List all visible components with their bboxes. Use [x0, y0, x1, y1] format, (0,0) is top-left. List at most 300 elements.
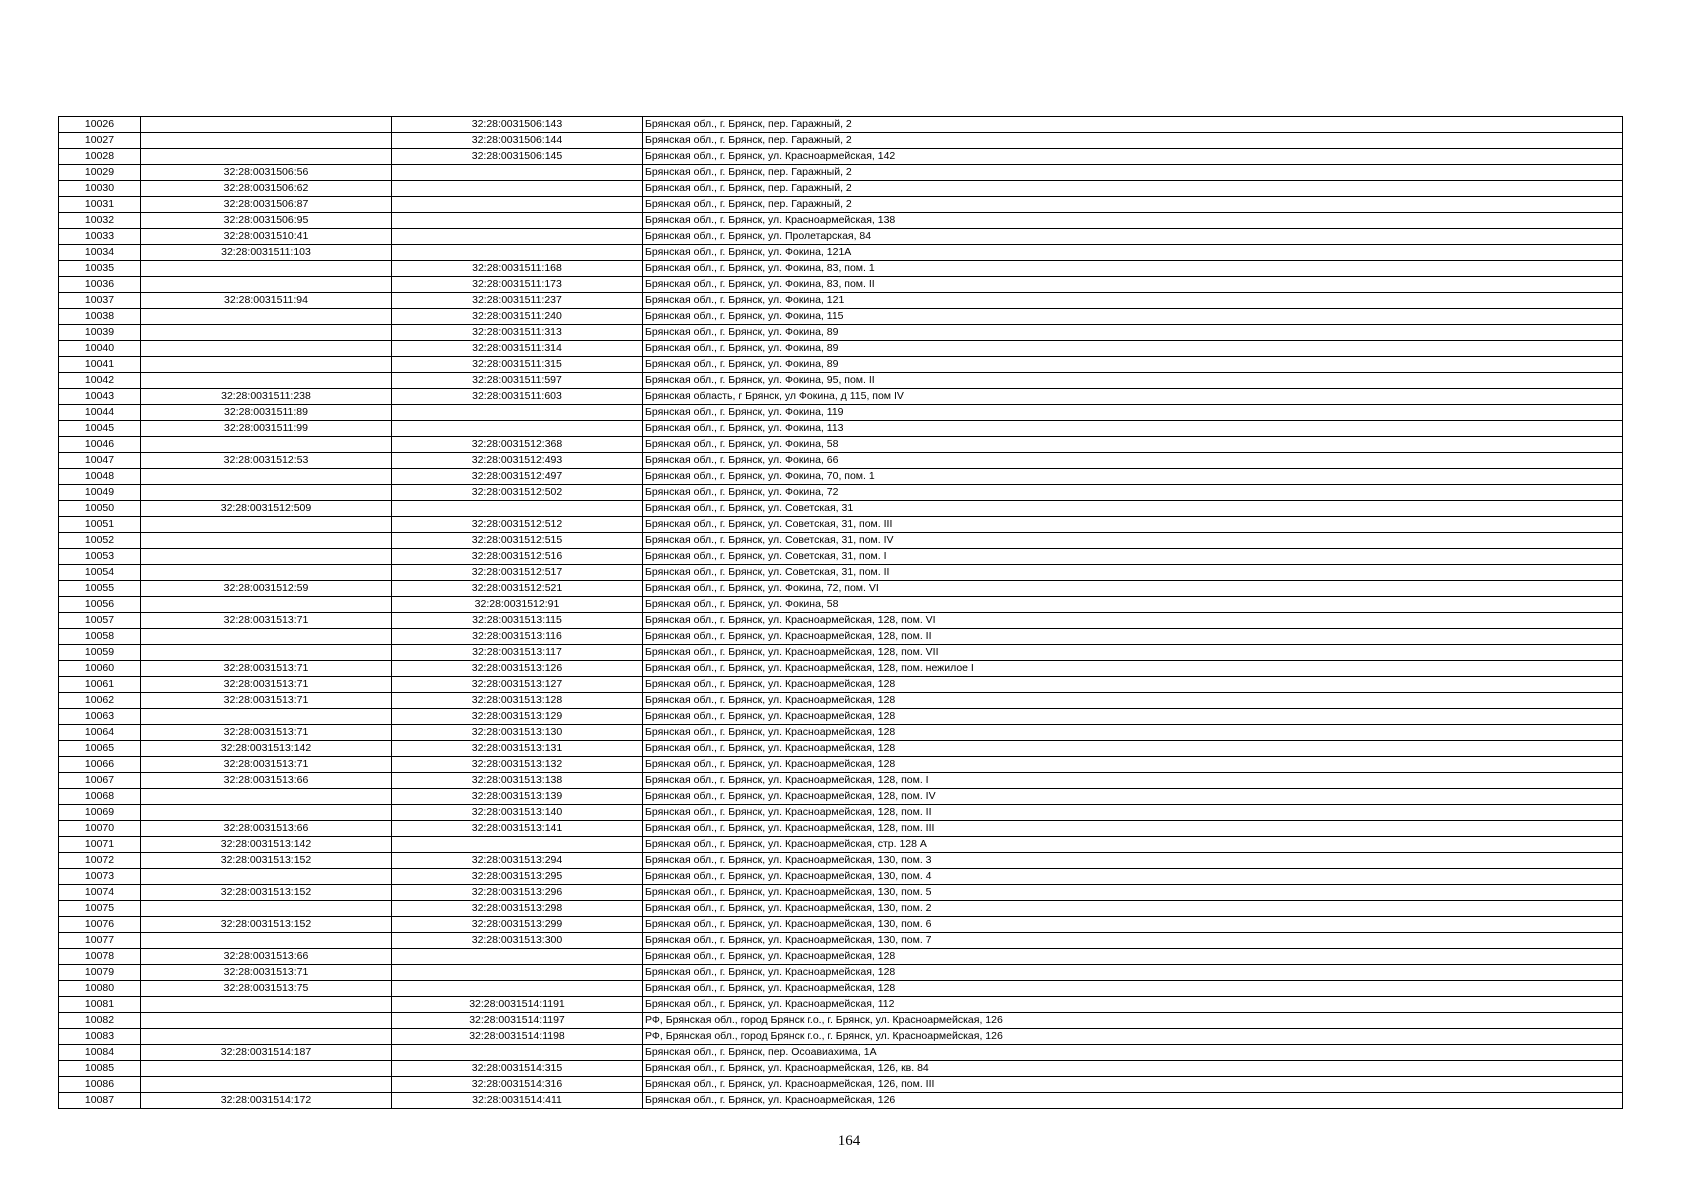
address-cell: Брянская обл., г. Брянск, ул. Красноармейская, 128, пом. II — [643, 805, 1623, 821]
address-cell: Брянская обл., г. Брянск, ул. Фокина, 83, пом. II — [643, 277, 1623, 293]
object-cadastral-cell — [392, 197, 643, 213]
table-row — [59, 421, 1623, 437]
address-cell: Брянская обл., г. Брянск, ул. Фокина, 58 — [643, 597, 1623, 613]
object-cadastral-cell: 32:28:0031511:237 — [392, 293, 643, 309]
address-cell: Брянская обл., г. Брянск, ул. Красноармейская, 128, пом. нежилое I — [643, 661, 1623, 677]
object-cadastral-cell: 32:28:0031513:132 — [392, 757, 643, 773]
object-cadastral-cell — [392, 405, 643, 421]
table-row — [59, 981, 1623, 997]
table-row — [59, 597, 1623, 613]
object-cadastral-cell: 32:28:0031513:139 — [392, 789, 643, 805]
registry-table — [58, 116, 1623, 1109]
table-row — [59, 213, 1623, 229]
address-cell: Брянская обл., г. Брянск, ул. Красноармейская, 128, пом. VI — [643, 613, 1623, 629]
address-cell: Брянская обл., г. Брянск, ул. Фокина, 72 — [643, 485, 1623, 501]
object-cadastral-cell: 32:28:0031514:1191 — [392, 997, 643, 1013]
parcel-cadastral-cell: 32:28:0031513:152 — [141, 885, 392, 901]
parcel-cadastral-cell: 32:28:0031513:71 — [141, 677, 392, 693]
address-cell: Брянская обл., г. Брянск, ул. Красноармейская, 128, пом. IV — [643, 789, 1623, 805]
object-cadastral-cell: 32:28:0031511:314 — [392, 341, 643, 357]
row-number-cell: 10063 — [59, 709, 141, 725]
parcel-cadastral-cell — [141, 933, 392, 949]
table-row — [59, 357, 1623, 373]
object-cadastral-cell: 32:28:0031512:517 — [392, 565, 643, 581]
address-cell: Брянская обл., г. Брянск, ул. Советская, 31, пом. I — [643, 549, 1623, 565]
table-row — [59, 725, 1623, 741]
address-cell: Брянская обл., г. Брянск, ул. Пролетарская, 84 — [643, 229, 1623, 245]
object-cadastral-cell: 32:28:0031514:1198 — [392, 1029, 643, 1045]
parcel-cadastral-cell: 32:28:0031510:41 — [141, 229, 392, 245]
object-cadastral-cell — [392, 1045, 643, 1061]
table-row — [59, 1013, 1623, 1029]
row-number-cell: 10064 — [59, 725, 141, 741]
address-cell: РФ, Брянская обл., город Брянск г.о., г. Брянск, ул. Красноармейская, 126 — [643, 1013, 1623, 1029]
object-cadastral-cell — [392, 421, 643, 437]
parcel-cadastral-cell: 32:28:0031513:71 — [141, 965, 392, 981]
address-cell: Брянская обл., г. Брянск, пер. Осоавиахима, 1А — [643, 1045, 1623, 1061]
parcel-cadastral-cell — [141, 805, 392, 821]
row-number-cell: 10056 — [59, 597, 141, 613]
address-cell: Брянская обл., г. Брянск, пер. Гаражный, 2 — [643, 117, 1623, 133]
object-cadastral-cell: 32:28:0031513:294 — [392, 853, 643, 869]
object-cadastral-cell — [392, 965, 643, 981]
parcel-cadastral-cell — [141, 357, 392, 373]
row-number-cell: 10050 — [59, 501, 141, 517]
row-number-cell: 10066 — [59, 757, 141, 773]
table-row — [59, 821, 1623, 837]
parcel-cadastral-cell — [141, 629, 392, 645]
row-number-cell: 10080 — [59, 981, 141, 997]
address-cell: Брянская обл., г. Брянск, ул. Фокина, 89 — [643, 325, 1623, 341]
address-cell: Брянская обл., г. Брянск, ул. Фокина, 95, пом. II — [643, 373, 1623, 389]
row-number-cell: 10060 — [59, 661, 141, 677]
row-number-cell: 10076 — [59, 917, 141, 933]
parcel-cadastral-cell: 32:28:0031513:75 — [141, 981, 392, 997]
parcel-cadastral-cell — [141, 437, 392, 453]
object-cadastral-cell: 32:28:0031511:168 — [392, 261, 643, 277]
table-row — [59, 245, 1623, 261]
row-number-cell: 10067 — [59, 773, 141, 789]
address-cell: РФ, Брянская обл., город Брянск г.о., г. Брянск, ул. Красноармейская, 126 — [643, 1029, 1623, 1045]
address-cell: Брянская обл., г. Брянск, ул. Красноармейская, 128 — [643, 693, 1623, 709]
parcel-cadastral-cell: 32:28:0031513:71 — [141, 693, 392, 709]
row-number-cell: 10043 — [59, 389, 141, 405]
parcel-cadastral-cell: 32:28:0031513:71 — [141, 725, 392, 741]
table-row — [59, 501, 1623, 517]
object-cadastral-cell: 32:28:0031511:240 — [392, 309, 643, 325]
address-cell: Брянская обл., г. Брянск, ул. Красноармейская, 126, пом. III — [643, 1077, 1623, 1093]
parcel-cadastral-cell: 32:28:0031513:142 — [141, 741, 392, 757]
table-row — [59, 117, 1623, 133]
address-cell: Брянская обл., г. Брянск, ул. Фокина, 89 — [643, 341, 1623, 357]
table-row — [59, 757, 1623, 773]
parcel-cadastral-cell — [141, 341, 392, 357]
parcel-cadastral-cell — [141, 709, 392, 725]
table-row — [59, 693, 1623, 709]
table-row — [59, 1029, 1623, 1045]
address-cell: Брянская обл., г. Брянск, ул. Фокина, 121 — [643, 293, 1623, 309]
object-cadastral-cell: 32:28:0031514:316 — [392, 1077, 643, 1093]
page-number: 164 — [837, 1133, 861, 1149]
parcel-cadastral-cell: 32:28:0031511:103 — [141, 245, 392, 261]
address-cell: Брянская обл., г. Брянск, ул. Красноармейская, 142 — [643, 149, 1623, 165]
parcel-cadastral-cell — [141, 869, 392, 885]
table-row — [59, 741, 1623, 757]
table-row — [59, 1061, 1623, 1077]
address-cell: Брянская обл., г. Брянск, пер. Гаражный, 2 — [643, 181, 1623, 197]
row-number-cell: 10069 — [59, 805, 141, 821]
object-cadastral-cell: 32:28:0031513:126 — [392, 661, 643, 677]
parcel-cadastral-cell: 32:28:0031513:152 — [141, 917, 392, 933]
row-number-cell: 10040 — [59, 341, 141, 357]
object-cadastral-cell: 32:28:0031512:368 — [392, 437, 643, 453]
object-cadastral-cell: 32:28:0031513:129 — [392, 709, 643, 725]
address-cell: Брянская обл., г. Брянск, пер. Гаражный, 2 — [643, 197, 1623, 213]
parcel-cadastral-cell: 32:28:0031512:53 — [141, 453, 392, 469]
row-number-cell: 10045 — [59, 421, 141, 437]
address-cell: Брянская обл., г. Брянск, ул. Фокина, 83, пом. 1 — [643, 261, 1623, 277]
row-number-cell: 10058 — [59, 629, 141, 645]
address-cell: Брянская обл., г. Брянск, ул. Фокина, 58 — [643, 437, 1623, 453]
address-cell: Брянская обл., г. Брянск, ул. Красноармейская, 130, пом. 2 — [643, 901, 1623, 917]
row-number-cell: 10036 — [59, 277, 141, 293]
table-row — [59, 853, 1623, 869]
row-number-cell: 10027 — [59, 133, 141, 149]
address-cell: Брянская обл., г. Брянск, пер. Гаражный, 2 — [643, 165, 1623, 181]
parcel-cadastral-cell: 32:28:0031513:66 — [141, 821, 392, 837]
object-cadastral-cell: 32:28:0031513:117 — [392, 645, 643, 661]
object-cadastral-cell: 32:28:0031513:127 — [392, 677, 643, 693]
table-row — [59, 789, 1623, 805]
row-number-cell: 10083 — [59, 1029, 141, 1045]
parcel-cadastral-cell — [141, 1029, 392, 1045]
object-cadastral-cell: 32:28:0031512:493 — [392, 453, 643, 469]
parcel-cadastral-cell: 32:28:0031514:172 — [141, 1093, 392, 1109]
table-row — [59, 613, 1623, 629]
address-cell: Брянская обл., г. Брянск, ул. Советская, 31, пом. III — [643, 517, 1623, 533]
address-cell: Брянская обл., г. Брянск, ул. Красноармейская, 138 — [643, 213, 1623, 229]
table-row — [59, 997, 1623, 1013]
address-cell: Брянская обл., г. Брянск, ул. Красноармейская, 128, пом. III — [643, 821, 1623, 837]
address-cell: Брянская обл., г. Брянск, ул. Красноармейская, 130, пом. 7 — [643, 933, 1623, 949]
row-number-cell: 10086 — [59, 1077, 141, 1093]
row-number-cell: 10026 — [59, 117, 141, 133]
parcel-cadastral-cell: 32:28:0031513:71 — [141, 757, 392, 773]
row-number-cell: 10062 — [59, 693, 141, 709]
parcel-cadastral-cell: 32:28:0031506:87 — [141, 197, 392, 213]
object-cadastral-cell: 32:28:0031513:131 — [392, 741, 643, 757]
parcel-cadastral-cell: 32:28:0031506:56 — [141, 165, 392, 181]
row-number-cell: 10037 — [59, 293, 141, 309]
object-cadastral-cell: 32:28:0031513:295 — [392, 869, 643, 885]
parcel-cadastral-cell — [141, 565, 392, 581]
row-number-cell: 10055 — [59, 581, 141, 597]
address-cell: Брянская обл., г. Брянск, ул. Советская, 31, пом. II — [643, 565, 1623, 581]
row-number-cell: 10039 — [59, 325, 141, 341]
address-cell: Брянская обл., г. Брянск, ул. Красноармейская, 128 — [643, 981, 1623, 997]
table-row — [59, 405, 1623, 421]
row-number-cell: 10044 — [59, 405, 141, 421]
address-cell: Брянская обл., г. Брянск, ул. Красноармейская, 126, кв. 84 — [643, 1061, 1623, 1077]
parcel-cadastral-cell — [141, 1013, 392, 1029]
object-cadastral-cell: 32:28:0031514:411 — [392, 1093, 643, 1109]
table-row — [59, 149, 1623, 165]
table-row — [59, 629, 1623, 645]
parcel-cadastral-cell: 32:28:0031513:142 — [141, 837, 392, 853]
table-row — [59, 389, 1623, 405]
row-number-cell: 10042 — [59, 373, 141, 389]
parcel-cadastral-cell: 32:28:0031506:62 — [141, 181, 392, 197]
object-cadastral-cell: 32:28:0031513:299 — [392, 917, 643, 933]
object-cadastral-cell: 32:28:0031512:502 — [392, 485, 643, 501]
table-row — [59, 325, 1623, 341]
table-row — [59, 469, 1623, 485]
row-number-cell: 10035 — [59, 261, 141, 277]
row-number-cell: 10070 — [59, 821, 141, 837]
object-cadastral-cell: 32:28:0031511:173 — [392, 277, 643, 293]
object-cadastral-cell — [392, 165, 643, 181]
address-cell: Брянская обл., г. Брянск, ул. Красноармейская, 128 — [643, 709, 1623, 725]
table-row — [59, 677, 1623, 693]
parcel-cadastral-cell — [141, 517, 392, 533]
address-cell: Брянская обл., г. Брянск, ул. Советская, 31 — [643, 501, 1623, 517]
table-row — [59, 549, 1623, 565]
table-row — [59, 1045, 1623, 1061]
table-row — [59, 1093, 1623, 1109]
address-cell: Брянская обл., г. Брянск, ул. Красноармейская, 128, пом. II — [643, 629, 1623, 645]
parcel-cadastral-cell: 32:28:0031513:152 — [141, 853, 392, 869]
object-cadastral-cell — [392, 213, 643, 229]
address-cell: Брянская обл., г. Брянск, ул. Фокина, 113 — [643, 421, 1623, 437]
parcel-cadastral-cell: 32:28:0031512:509 — [141, 501, 392, 517]
table-row — [59, 1077, 1623, 1093]
table-row — [59, 485, 1623, 501]
object-cadastral-cell: 32:28:0031512:497 — [392, 469, 643, 485]
object-cadastral-cell: 32:28:0031513:300 — [392, 933, 643, 949]
address-cell: Брянская обл., г. Брянск, ул. Красноармейская, 130, пом. 5 — [643, 885, 1623, 901]
row-number-cell: 10032 — [59, 213, 141, 229]
object-cadastral-cell: 32:28:0031511:603 — [392, 389, 643, 405]
table-row — [59, 197, 1623, 213]
parcel-cadastral-cell — [141, 485, 392, 501]
object-cadastral-cell: 32:28:0031512:516 — [392, 549, 643, 565]
row-number-cell: 10030 — [59, 181, 141, 197]
table-row — [59, 933, 1623, 949]
parcel-cadastral-cell — [141, 597, 392, 613]
table-row — [59, 437, 1623, 453]
row-number-cell: 10081 — [59, 997, 141, 1013]
parcel-cadastral-cell — [141, 277, 392, 293]
row-number-cell: 10033 — [59, 229, 141, 245]
address-cell: Брянская обл., г. Брянск, ул. Красноармейская, 130, пом. 3 — [643, 853, 1623, 869]
parcel-cadastral-cell — [141, 1061, 392, 1077]
parcel-cadastral-cell: 32:28:0031511:238 — [141, 389, 392, 405]
table-row — [59, 901, 1623, 917]
parcel-cadastral-cell — [141, 133, 392, 149]
address-cell: Брянская обл., г. Брянск, ул. Красноармейская, 126 — [643, 1093, 1623, 1109]
object-cadastral-cell: 32:28:0031511:315 — [392, 357, 643, 373]
address-cell: Брянская обл., г. Брянск, ул. Фокина, 89 — [643, 357, 1623, 373]
row-number-cell: 10082 — [59, 1013, 141, 1029]
address-cell: Брянская обл., г. Брянск, ул. Фокина, 115 — [643, 309, 1623, 325]
parcel-cadastral-cell — [141, 309, 392, 325]
address-cell: Брянская обл., г. Брянск, ул. Красноармейская, 128 — [643, 757, 1623, 773]
table-row — [59, 261, 1623, 277]
parcel-cadastral-cell — [141, 901, 392, 917]
object-cadastral-cell: 32:28:0031513:140 — [392, 805, 643, 821]
object-cadastral-cell — [392, 245, 643, 261]
table-row — [59, 309, 1623, 325]
row-number-cell: 10061 — [59, 677, 141, 693]
parcel-cadastral-cell: 32:28:0031506:95 — [141, 213, 392, 229]
table-row — [59, 165, 1623, 181]
address-cell: Брянская обл., г. Брянск, ул. Красноармейская, 128 — [643, 949, 1623, 965]
row-number-cell: 10057 — [59, 613, 141, 629]
row-number-cell: 10074 — [59, 885, 141, 901]
parcel-cadastral-cell — [141, 149, 392, 165]
object-cadastral-cell: 32:28:0031513:128 — [392, 693, 643, 709]
object-cadastral-cell: 32:28:0031514:1197 — [392, 1013, 643, 1029]
object-cadastral-cell: 32:28:0031511:313 — [392, 325, 643, 341]
row-number-cell: 10028 — [59, 149, 141, 165]
object-cadastral-cell: 32:28:0031506:145 — [392, 149, 643, 165]
row-number-cell: 10053 — [59, 549, 141, 565]
row-number-cell: 10041 — [59, 357, 141, 373]
parcel-cadastral-cell — [141, 325, 392, 341]
table-row — [59, 805, 1623, 821]
object-cadastral-cell — [392, 229, 643, 245]
row-number-cell: 10079 — [59, 965, 141, 981]
table-row — [59, 341, 1623, 357]
object-cadastral-cell: 32:28:0031514:315 — [392, 1061, 643, 1077]
object-cadastral-cell — [392, 181, 643, 197]
parcel-cadastral-cell: 32:28:0031511:99 — [141, 421, 392, 437]
object-cadastral-cell: 32:28:0031513:141 — [392, 821, 643, 837]
address-cell: Брянская обл., г. Брянск, ул. Красноармейская, 130, пом. 6 — [643, 917, 1623, 933]
address-cell: Брянская обл., г. Брянск, ул. Советская, 31, пом. IV — [643, 533, 1623, 549]
row-number-cell: 10085 — [59, 1061, 141, 1077]
address-cell: Брянская обл., г. Брянск, ул. Красноармейская, 128 — [643, 725, 1623, 741]
address-cell: Брянская обл., г. Брянск, ул. Красноармейская, 130, пом. 4 — [643, 869, 1623, 885]
registry-table-body — [59, 117, 1623, 1109]
parcel-cadastral-cell — [141, 533, 392, 549]
row-number-cell: 10034 — [59, 245, 141, 261]
object-cadastral-cell: 32:28:0031512:512 — [392, 517, 643, 533]
row-number-cell: 10073 — [59, 869, 141, 885]
parcel-cadastral-cell: 32:28:0031511:94 — [141, 293, 392, 309]
address-cell: Брянская обл., г. Брянск, ул. Фокина, 121А — [643, 245, 1623, 261]
address-cell: Брянская обл., г. Брянск, пер. Гаражный, 2 — [643, 133, 1623, 149]
row-number-cell: 10048 — [59, 469, 141, 485]
table-row — [59, 869, 1623, 885]
row-number-cell: 10078 — [59, 949, 141, 965]
table-row — [59, 773, 1623, 789]
table-row — [59, 293, 1623, 309]
parcel-cadastral-cell — [141, 117, 392, 133]
table-row — [59, 229, 1623, 245]
parcel-cadastral-cell: 32:28:0031512:59 — [141, 581, 392, 597]
table-row — [59, 533, 1623, 549]
table-row — [59, 565, 1623, 581]
parcel-cadastral-cell — [141, 1077, 392, 1093]
row-number-cell: 10047 — [59, 453, 141, 469]
address-cell: Брянская обл., г. Брянск, ул. Красноармейская, 128 — [643, 741, 1623, 757]
object-cadastral-cell — [392, 981, 643, 997]
parcel-cadastral-cell: 32:28:0031514:187 — [141, 1045, 392, 1061]
table-row — [59, 917, 1623, 933]
address-cell: Брянская обл., г. Брянск, ул. Фокина, 119 — [643, 405, 1623, 421]
address-cell: Брянская обл., г. Брянск, ул. Фокина, 70, пом. 1 — [643, 469, 1623, 485]
table-row — [59, 709, 1623, 725]
table-row — [59, 133, 1623, 149]
object-cadastral-cell: 32:28:0031512:91 — [392, 597, 643, 613]
row-number-cell: 10051 — [59, 517, 141, 533]
object-cadastral-cell — [392, 949, 643, 965]
table-row — [59, 965, 1623, 981]
object-cadastral-cell: 32:28:0031513:138 — [392, 773, 643, 789]
address-cell: Брянская обл., г. Брянск, ул. Красноармейская, 128, пом. I — [643, 773, 1623, 789]
row-number-cell: 10059 — [59, 645, 141, 661]
address-cell: Брянская обл., г. Брянск, ул. Красноармейская, 112 — [643, 997, 1623, 1013]
row-number-cell: 10029 — [59, 165, 141, 181]
parcel-cadastral-cell — [141, 373, 392, 389]
address-cell: Брянская обл., г. Брянск, ул. Фокина, 66 — [643, 453, 1623, 469]
object-cadastral-cell: 32:28:0031513:115 — [392, 613, 643, 629]
table-row — [59, 517, 1623, 533]
object-cadastral-cell: 32:28:0031513:130 — [392, 725, 643, 741]
address-cell: Брянская обл., г. Брянск, ул. Красноармейская, 128 — [643, 677, 1623, 693]
row-number-cell: 10031 — [59, 197, 141, 213]
table-row — [59, 453, 1623, 469]
parcel-cadastral-cell: 32:28:0031513:71 — [141, 661, 392, 677]
parcel-cadastral-cell — [141, 789, 392, 805]
table-row — [59, 181, 1623, 197]
row-number-cell: 10072 — [59, 853, 141, 869]
row-number-cell: 10052 — [59, 533, 141, 549]
row-number-cell: 10046 — [59, 437, 141, 453]
table-row — [59, 885, 1623, 901]
row-number-cell: 10077 — [59, 933, 141, 949]
table-row — [59, 837, 1623, 853]
parcel-cadastral-cell: 32:28:0031513:71 — [141, 613, 392, 629]
row-number-cell: 10054 — [59, 565, 141, 581]
parcel-cadastral-cell: 32:28:0031513:66 — [141, 949, 392, 965]
table-row — [59, 645, 1623, 661]
address-cell: Брянская обл., г. Брянск, ул. Красноармейская, 128 — [643, 965, 1623, 981]
table-row — [59, 277, 1623, 293]
address-cell: Брянская обл., г. Брянск, ул. Фокина, 72, пом. VI — [643, 581, 1623, 597]
object-cadastral-cell — [392, 837, 643, 853]
row-number-cell: 10087 — [59, 1093, 141, 1109]
row-number-cell: 10065 — [59, 741, 141, 757]
table-row — [59, 373, 1623, 389]
parcel-cadastral-cell — [141, 645, 392, 661]
row-number-cell: 10068 — [59, 789, 141, 805]
object-cadastral-cell — [392, 501, 643, 517]
address-cell: Брянская обл., г. Брянск, ул. Красноармейская, стр. 128 А — [643, 837, 1623, 853]
table-row — [59, 581, 1623, 597]
parcel-cadastral-cell — [141, 261, 392, 277]
object-cadastral-cell: 32:28:0031506:144 — [392, 133, 643, 149]
parcel-cadastral-cell: 32:28:0031513:66 — [141, 773, 392, 789]
object-cadastral-cell: 32:28:0031513:298 — [392, 901, 643, 917]
table-row — [59, 661, 1623, 677]
row-number-cell: 10071 — [59, 837, 141, 853]
parcel-cadastral-cell — [141, 997, 392, 1013]
parcel-cadastral-cell — [141, 469, 392, 485]
address-cell: Брянская область, г Брянск, ул Фокина, д 115, пом IV — [643, 389, 1623, 405]
row-number-cell: 10049 — [59, 485, 141, 501]
